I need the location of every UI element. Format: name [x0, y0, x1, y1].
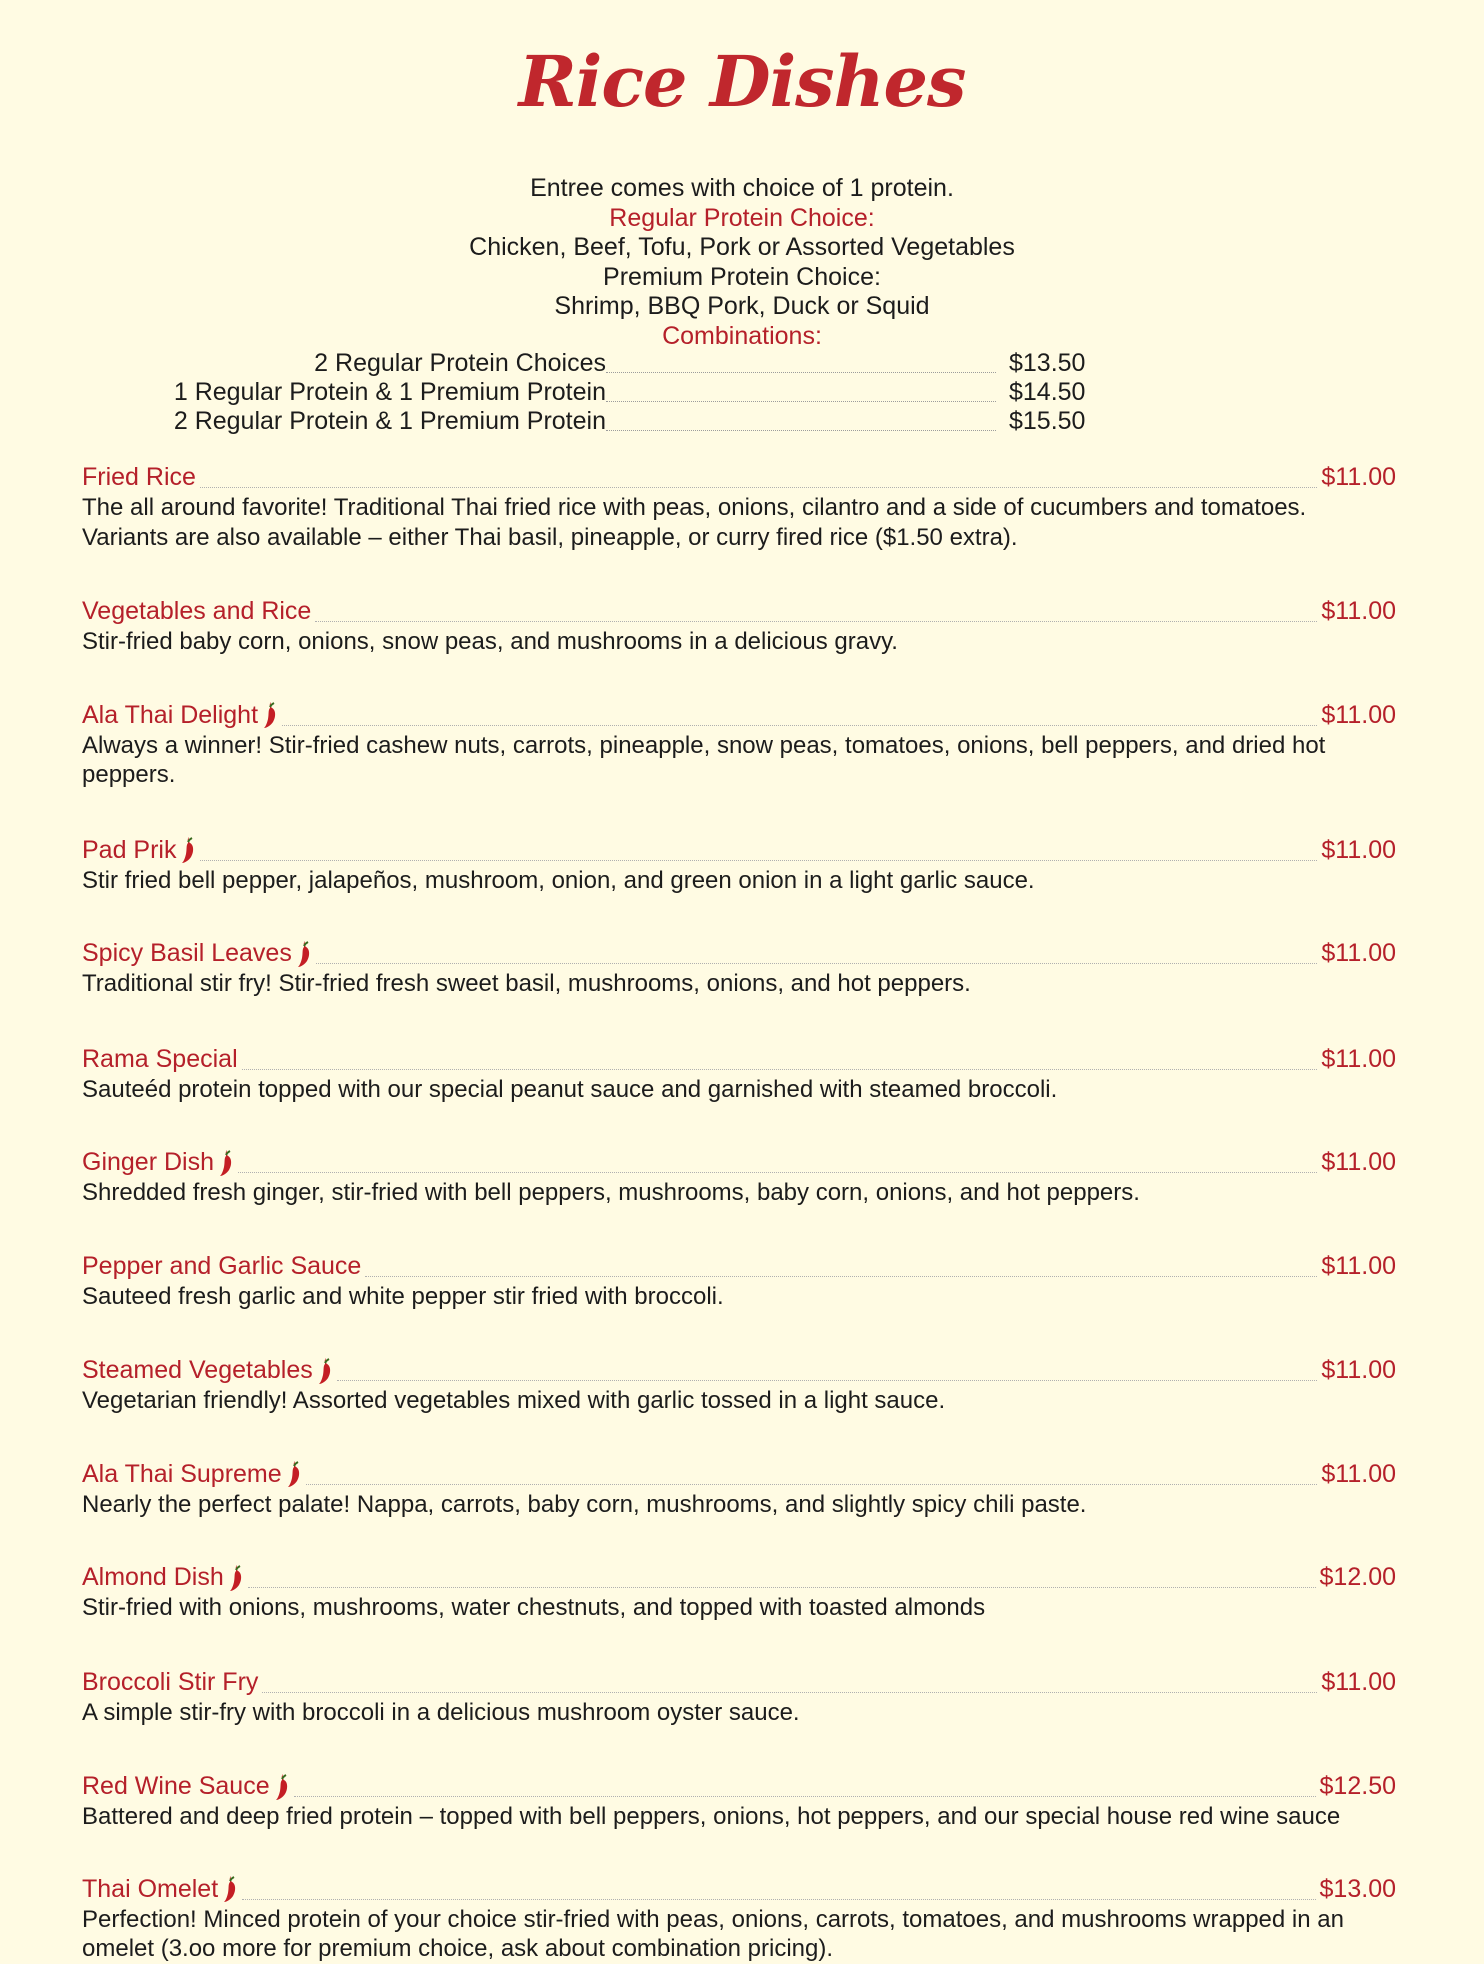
menu-item-price: $12.50 [1319, 1772, 1396, 1800]
menu-item-name: Fried Rice [82, 463, 200, 492]
menu-item-name: Red Wine Sauce [82, 1772, 294, 1801]
menu-item [82, 1459, 1396, 1520]
menu-item-price: $11.00 [1321, 1148, 1396, 1176]
menu-item-header [82, 1771, 1396, 1801]
menu-item-description: Sauteed fresh garlic and white pepper stir fried with broccoli. [82, 1282, 724, 1310]
dotted-leader [242, 1069, 1318, 1070]
menu-item-price: $12.00 [1319, 1563, 1396, 1591]
combination-name: 2 Regular Protein Choices [314, 349, 606, 377]
menu-item-name: Pepper and Garlic Sauce [82, 1252, 365, 1281]
chili-pepper-icon [317, 1357, 333, 1385]
menu-item-name: Vegetables and Rice [82, 597, 315, 626]
menu-item-header [82, 1459, 1396, 1489]
menu-item-description: Stir-fried with onions, mushrooms, water chestnuts, and topped with toasted almonds [82, 1594, 986, 1621]
menu-item-name: Steamed Vegetables [82, 1356, 337, 1385]
menu-item [82, 1147, 1396, 1208]
menu-item-description: Perfection! Minced protein of your choice stir-fried with peas, onions, carrots, tomatoes, and mushrooms wrapped in an omelet (3.oo more for premium choice, ask about combination pricing). [82, 1905, 1344, 1962]
dotted-leader [606, 372, 996, 373]
menu-item [82, 1044, 1396, 1105]
dotted-leader [315, 621, 1317, 622]
menu-item-description: Stir fried bell pepper, jalapeños, mushroom, onion, and green onion in a light garlic sauce. [82, 866, 1035, 894]
dotted-leader [282, 725, 1317, 726]
menu-item-price: $13.00 [1319, 1874, 1396, 1903]
chili-pepper-icon [218, 1149, 234, 1177]
premium-protein-list: Shrimp, BBQ Pork, Duck or Squid [554, 292, 930, 320]
menu-item-description: Sauteéd protein topped with our special peanut sauce and garnished with steamed broccoli. [82, 1075, 1058, 1103]
combination-price: $15.50 [1009, 407, 1086, 435]
menu-item-price: $11.00 [1321, 835, 1396, 864]
menu-item-name: Thai Omelet [82, 1875, 242, 1904]
regular-protein-heading: Regular Protein Choice: [609, 203, 875, 232]
menu-item-price: $11.00 [1321, 939, 1396, 967]
menu-item-price: $11.00 [1321, 1459, 1396, 1488]
menu-item [82, 700, 1396, 790]
dotted-leader [262, 1692, 1317, 1693]
menu-item-header [82, 938, 1396, 968]
menu-item-description: The all around favorite! Traditional Thai fried rice with peas, onions, cilantro and a side of cucumbers and tomatoes. Variants are also available – either Thai basil, pineapple, or curry fired rice ($1.50 extra). [82, 494, 1307, 551]
menu-item-price: $11.00 [1321, 1667, 1396, 1696]
dotted-leader [306, 1484, 1318, 1485]
dotted-leader [248, 1587, 1316, 1588]
dotted-leader [200, 860, 1317, 861]
menu-item [82, 596, 1396, 657]
menu-item-description: Nearly the perfect palate! Nappa, carrots, baby corn, mushrooms, and slightly spicy chili paste. [82, 1490, 1087, 1518]
menu-item [82, 835, 1396, 896]
menu-item-header [82, 1667, 1396, 1697]
menu-item-name: Rama Special [82, 1045, 242, 1074]
protein-info [0, 174, 1484, 351]
menu-item-header [82, 700, 1396, 730]
menu-item-description: A simple stir-fry with broccoli in a delicious mushroom oyster sauce. [82, 1698, 800, 1726]
menu-item-name: Ala Thai Supreme [82, 1460, 306, 1489]
dotted-leader [337, 1380, 1318, 1381]
menu-item-name: Broccoli Stir Fry [82, 1668, 262, 1697]
menu-item-header [82, 1562, 1396, 1592]
menu-item-header [82, 462, 1396, 492]
menu-item-header [82, 1251, 1396, 1281]
menu-item-header [82, 835, 1396, 865]
dotted-leader [606, 430, 996, 431]
chili-pepper-icon [286, 1460, 302, 1488]
menu-item-description: Always a winner! Stir-fried cashew nuts, carrots, pineapple, snow peas, tomatoes, onions, bell peppers, and dried hot peppers. [82, 731, 1326, 788]
combination-row [0, 407, 1484, 436]
menu-item-price: $11.00 [1321, 1044, 1396, 1073]
menu-item-name: Ginger Dish [82, 1148, 238, 1177]
menu-item-header [82, 1874, 1396, 1904]
menu-item-price: $11.00 [1321, 1251, 1396, 1280]
combination-row [0, 349, 1484, 378]
page-title: Rice Dishes [518, 40, 966, 123]
chili-pepper-icon [296, 940, 312, 968]
combination-price: $14.50 [1009, 378, 1086, 406]
menu-item [82, 1562, 1396, 1623]
dotted-leader [316, 963, 1318, 964]
combination-name: 1 Regular Protein & 1 Premium Protein [173, 378, 606, 406]
menu-item-name: Pad Prik [82, 836, 200, 865]
chili-pepper-icon [180, 836, 196, 864]
menu-item-price: $11.00 [1321, 700, 1396, 729]
dotted-leader [238, 1172, 1317, 1173]
menu-item-description: Traditional stir fry! Stir-fried fresh sweet basil, mushrooms, onions, and hot peppers. [82, 970, 971, 997]
menu-item-header [82, 596, 1396, 626]
premium-protein-heading: Premium Protein Choice: [603, 262, 881, 291]
combinations-heading: Combinations: [662, 321, 822, 350]
combinations-list [0, 349, 1484, 436]
menu-item [82, 1355, 1396, 1416]
dotted-leader [365, 1276, 1317, 1277]
menu-item-header [82, 1355, 1396, 1385]
dotted-leader [200, 487, 1317, 488]
regular-protein-list: Chicken, Beef, Tofu, Pork or Assorted Vegetables [469, 233, 1015, 261]
dotted-leader [242, 1899, 1315, 1900]
menu-item [82, 1667, 1396, 1728]
menu-item [82, 938, 1396, 999]
menu-item-price: $11.00 [1321, 1356, 1396, 1384]
menu-items-list [82, 462, 1396, 1964]
chili-pepper-icon [274, 1773, 290, 1801]
menu-item-description: Vegetarian friendly! Assorted vegetables mixed with garlic tossed in a light sauce. [82, 1387, 946, 1414]
menu-item [82, 462, 1396, 552]
menu-item-price: $11.00 [1321, 463, 1396, 491]
combination-name: 2 Regular Protein & 1 Premium Protein [173, 407, 606, 435]
combination-row [0, 378, 1484, 407]
combination-price: $13.50 [1009, 349, 1086, 377]
menu-item [82, 1771, 1396, 1832]
menu-item [82, 1251, 1396, 1312]
menu-item-price: $11.00 [1321, 597, 1396, 625]
menu-item-description: Battered and deep fried protein – topped with bell peppers, onions, hot peppers, and our special house red wine sauce [82, 1803, 1341, 1830]
chili-pepper-icon [228, 1564, 244, 1592]
menu-item-header [82, 1044, 1396, 1074]
menu-item-description: Shredded fresh ginger, stir-fried with bell peppers, mushrooms, baby corn, onions, and hot peppers. [82, 1179, 1140, 1206]
menu-item-description: Stir-fried baby corn, onions, snow peas, and mushrooms in a delicious gravy. [82, 628, 898, 655]
menu-item-name: Almond Dish [82, 1563, 248, 1592]
menu-item-header [82, 1147, 1396, 1177]
dotted-leader [294, 1796, 1316, 1797]
chili-pepper-icon [262, 701, 278, 729]
chili-pepper-icon [222, 1875, 238, 1903]
intro-line: Entree comes with choice of 1 protein. [530, 174, 954, 202]
menu-item [82, 1874, 1396, 1964]
menu-item-name: Ala Thai Delight [82, 701, 282, 730]
dotted-leader [606, 401, 996, 402]
menu-item-name: Spicy Basil Leaves [82, 939, 316, 968]
